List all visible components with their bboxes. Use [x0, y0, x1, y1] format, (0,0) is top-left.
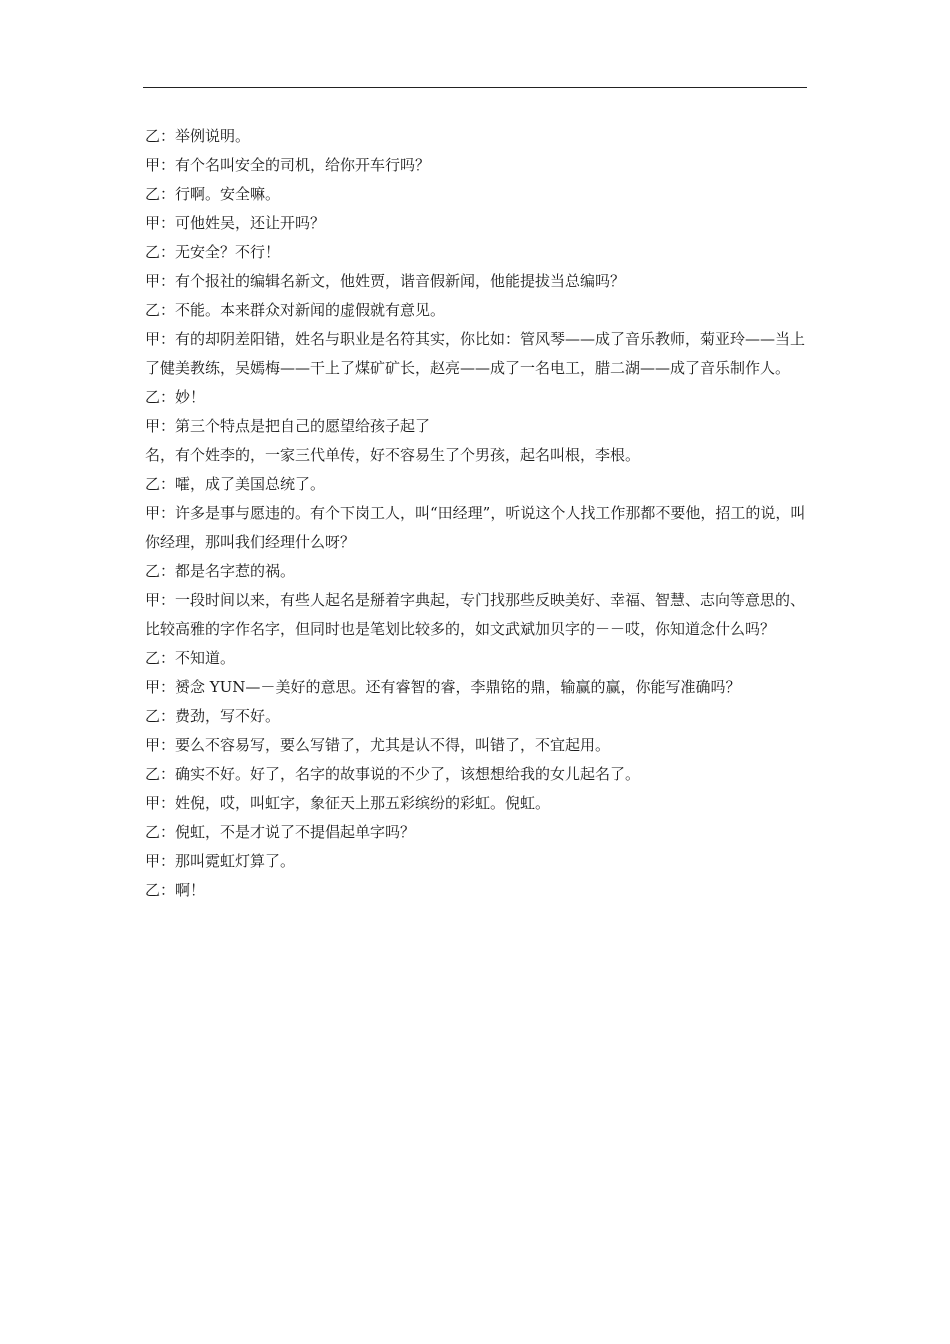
header-rule: [143, 87, 807, 88]
dialogue-line: 乙：不能。本来群众对新闻的虚假就有意见。: [145, 301, 446, 319]
dialogue-line: 甲：有个名叫安全的司机，给你开车行吗？: [145, 156, 431, 174]
dialogue-line: 名，有个姓李的，一家三代单传，好不容易生了个男孩，起名叫根，李根。: [145, 446, 641, 464]
dialogue-line: 甲：要么不容易写，要么写错了，尤其是认不得，叫错了，不宜起用。: [145, 736, 611, 754]
dialogue-line: 甲：姓倪，哎，叫虹字，象征天上那五彩缤纷的彩虹。倪虹。: [145, 794, 551, 812]
dialogue-line: 甲：有个报社的编辑名新文，他姓贾，谐音假新闻，他能提拔当总编吗？: [145, 272, 626, 290]
dialogue-line: 乙：倪虹，不是才说了不提倡起单字吗？: [145, 823, 416, 841]
dialogue-line: 乙：不知道。: [145, 649, 236, 667]
dialogue-line: 乙：确实不好。好了，名字的故事说的不少了，该想想给我的女儿起名了。: [145, 765, 641, 783]
dialogue-line: 甲：赟念 YUN—－美好的意思。还有睿智的睿，李鼎铭的鼎，输赢的赢，你能写准确吗？: [145, 678, 741, 696]
dialogue-line: 乙：无安全？不行！: [145, 243, 281, 261]
dialogue-line: 乙：举例说明。: [145, 127, 251, 145]
dialogue-line: 乙：行啊。安全嘛。: [145, 185, 281, 203]
dialogue-line: 甲：一段时间以来，有些人起名是掰着字典起，专门找那些反映美好、幸福、智慧、志向等意思的、比较高雅的字作名字，但同时也是笔划比较多的，如文武斌加贝字的－－哎，你知道念什么吗？: [145, 591, 806, 638]
dialogue-line: 甲：可他姓吴，还让开吗？: [145, 214, 326, 232]
dialogue-line: 乙：都是名字惹的祸。: [145, 562, 296, 580]
dialogue-body: [145, 122, 807, 905]
dialogue-line: 乙：嚯，成了美国总统了。: [145, 475, 326, 493]
dialogue-line: 甲：许多是事与愿违的。有个下岗工人，叫“田经理”，听说这个人找工作那都不要他，招工的说，叫你经理，那叫我们经理什么呀？: [145, 504, 806, 551]
dialogue-line: 甲：有的却阴差阳错，姓名与职业是名符其实，你比如：管风琴——成了音乐教师，菊亚玲——当上了健美教练，吴嫣梅——干上了煤矿矿长，赵亮——成了一名电工，腊二湖——成了音乐制作人。: [145, 330, 806, 377]
dialogue-line: 甲：第三个特点是把自己的愿望给孩子起了: [145, 417, 431, 435]
dialogue-line: 乙：啊！: [145, 881, 206, 899]
dialogue-line: 乙：费劲，写不好。: [145, 707, 281, 725]
dialogue-line: 甲：那叫霓虹灯算了。: [145, 852, 296, 870]
dialogue-line: 乙：妙！: [145, 388, 206, 406]
